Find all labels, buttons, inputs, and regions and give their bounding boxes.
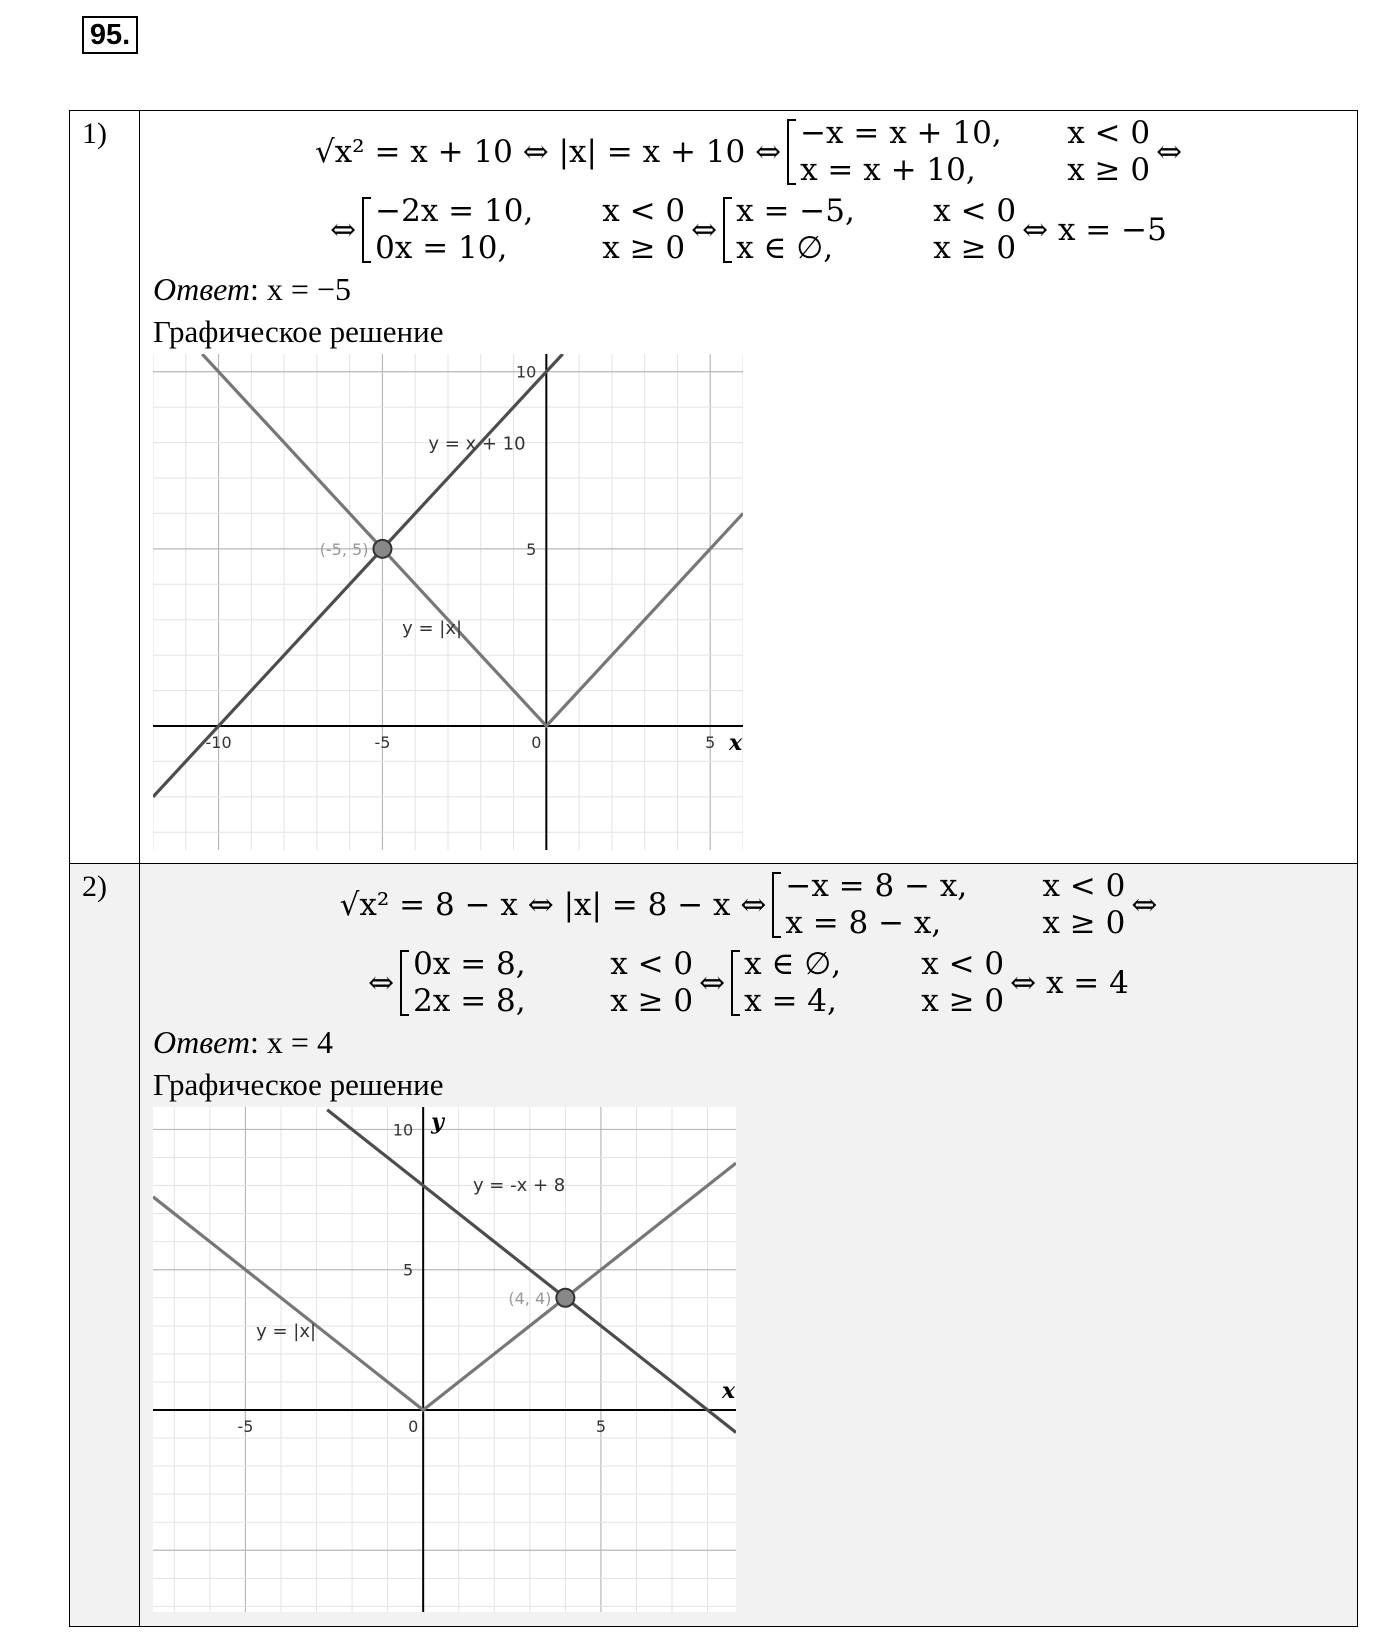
- answer-value: : x = 4: [250, 1024, 333, 1060]
- equation-lhs: √x² = 8 − x ⇔ |x| = 8 − x ⇔: [339, 887, 767, 923]
- problem-number: 95.: [82, 16, 138, 54]
- system-row-cond: x < 0: [610, 946, 694, 982]
- system-row-eq: x ∈ ∅,: [736, 230, 834, 266]
- answer-line: [140, 271, 1357, 308]
- system-row-eq: x ∈ ∅,: [744, 946, 842, 982]
- system-row-eq: −x = x + 10,: [800, 115, 1002, 151]
- system-row-cond: x ≥ 0: [921, 983, 1005, 1019]
- system-row-cond: x ≥ 0: [602, 230, 686, 266]
- answer-label: Ответ: [153, 271, 250, 307]
- result-expression: ⇔ x = −5: [1022, 212, 1167, 248]
- square-bracket: [787, 119, 796, 185]
- x-tick-label: 0: [408, 1417, 419, 1436]
- series-label: y = |x|: [256, 1321, 317, 1343]
- system-row-eq: x = −5,: [736, 193, 855, 229]
- graph-2: [153, 1107, 736, 1612]
- x-tick-label: -10: [205, 733, 232, 752]
- system-row-cond: x < 0: [602, 193, 686, 229]
- answer-label: Ответ: [153, 1024, 250, 1060]
- system-row-cond: x ≥ 0: [1067, 152, 1151, 188]
- equivalence-sign: ⇔: [1131, 887, 1158, 923]
- y-tick-label: 5: [526, 539, 537, 559]
- solution-row-2: [70, 864, 1358, 1627]
- square-bracket: [772, 872, 781, 938]
- system-row-cond: x < 0: [1067, 115, 1151, 151]
- graph-1: [153, 354, 743, 850]
- x-axis-name: x: [729, 730, 743, 756]
- system-row-cond: x < 0: [933, 193, 1017, 229]
- answer-line: [140, 1024, 1357, 1061]
- system-row-cond: x ≥ 0: [1042, 905, 1126, 941]
- system-row-eq: −x = 8 − x,: [785, 868, 968, 904]
- equation-system: [731, 946, 1004, 1020]
- system-row-eq: 2x = 8,: [413, 983, 526, 1019]
- equation-line-1: [140, 868, 1357, 942]
- square-bracket: [723, 197, 732, 263]
- equivalence-sign: ⇔: [691, 212, 718, 248]
- system-row-cond: x < 0: [1042, 868, 1126, 904]
- system-row-eq: x = 8 − x,: [785, 905, 942, 941]
- equation-line-1: [140, 115, 1357, 189]
- equation-line-2: [140, 946, 1357, 1020]
- series-label: y = -x + 8: [472, 1175, 566, 1197]
- equation-system: [723, 193, 1016, 267]
- system-row-eq: −2x = 10,: [375, 193, 534, 229]
- point-label: (-5, 5): [319, 539, 369, 559]
- solution-content: [140, 111, 1358, 864]
- equation-system: [400, 946, 693, 1020]
- system-row-eq: 0x = 8,: [413, 946, 526, 982]
- intersection-point: [556, 1289, 574, 1307]
- square-bracket: [731, 950, 740, 1016]
- part-number-cell: [70, 864, 140, 1627]
- system-row-cond: x ≥ 0: [933, 230, 1017, 266]
- system-row-eq: x = x + 10,: [800, 152, 976, 188]
- solution-row-1: [70, 111, 1358, 864]
- equation-line-2: [140, 193, 1357, 267]
- y-tick-label: 10: [515, 362, 537, 382]
- solution-content: [140, 864, 1358, 1627]
- equation-system: [772, 868, 1125, 942]
- x-axis-name: x: [722, 1378, 736, 1404]
- system-row-cond: x ≥ 0: [610, 983, 694, 1019]
- part-number-cell: [70, 111, 140, 864]
- equivalence-sign: ⇔: [330, 212, 357, 248]
- equivalence-sign: ⇔: [1156, 134, 1183, 170]
- system-row-cond: x < 0: [921, 946, 1005, 982]
- square-bracket: [400, 950, 409, 1016]
- result-expression: ⇔ x = 4: [1010, 965, 1129, 1001]
- x-tick-label: -5: [237, 1417, 254, 1436]
- y-axis-name: y: [431, 1109, 444, 1135]
- equivalence-sign: ⇔: [368, 965, 395, 1001]
- x-tick-label: 5: [705, 733, 716, 752]
- series-line: [202, 354, 743, 726]
- equation-lhs: √x² = x + 10 ⇔ |x| = x + 10 ⇔: [314, 134, 782, 170]
- solution-table: [69, 110, 1358, 1627]
- answer-value: : x = −5: [250, 271, 351, 307]
- series-label: y = |x|: [402, 617, 463, 639]
- point-label: (4, 4): [508, 1288, 552, 1308]
- x-tick-label: 0: [531, 733, 542, 752]
- series-label: y = x + 10: [428, 433, 526, 455]
- equation-system: [787, 115, 1150, 189]
- y-tick-label: 5: [402, 1260, 414, 1280]
- square-bracket: [362, 197, 371, 263]
- equivalence-sign: ⇔: [699, 965, 726, 1001]
- part-number: 2): [82, 870, 107, 903]
- series-line: [153, 1163, 736, 1410]
- graph-caption: Графическое решение: [153, 1067, 444, 1102]
- x-tick-label: -5: [374, 733, 391, 752]
- y-tick-label: 10: [392, 1120, 414, 1140]
- system-row-eq: x = 4,: [744, 983, 837, 1019]
- series-line: [153, 354, 563, 797]
- system-row-eq: 0x = 10,: [375, 230, 508, 266]
- part-number: 1): [82, 117, 107, 150]
- graph-caption: Графическое решение: [153, 314, 444, 349]
- equation-system: [362, 193, 685, 267]
- x-tick-label: 5: [595, 1417, 607, 1436]
- intersection-point: [373, 540, 391, 558]
